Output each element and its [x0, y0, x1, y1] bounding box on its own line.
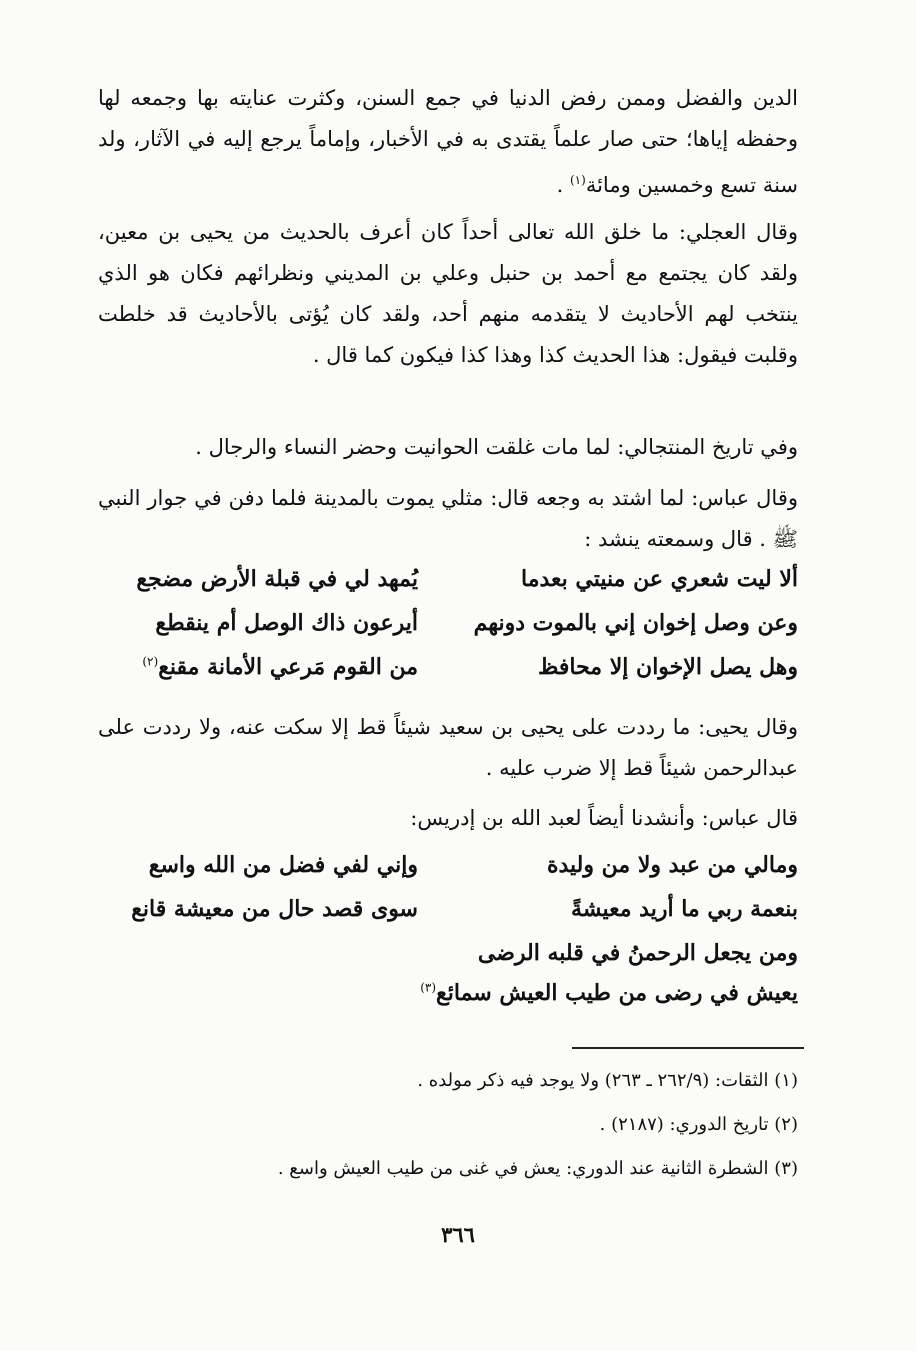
paragraph-2 [98, 212, 798, 376]
paragraph-1-end: . [556, 173, 570, 197]
footnote-ref-2: (٢) [142, 654, 159, 669]
paragraph-6 [98, 798, 798, 839]
paragraph-4-text: وقال عباس: لما اشتد به وجعه قال: مثلي يموت بالمدينة فلما دفن في جوار النبي ﷺ . قال وسمعته ينشد : [98, 486, 798, 551]
poem-2 [100, 843, 798, 975]
footnote-ref-3: (٣) [420, 980, 437, 995]
paragraph-5 [98, 707, 798, 789]
verse-line [100, 557, 798, 601]
paragraph-1 [98, 78, 798, 206]
footnote-1: (١) الثقات: (٢٦٢/٩ ـ ٢٦٣) ولا يوجد فيه ذكر مولده . [417, 1070, 798, 1091]
paragraph-3-text: وفي تاريخ المنتجالي: لما مات غلقت الحوانيت وحضر النساء والرجال . [195, 435, 798, 459]
verse-line [100, 645, 798, 689]
verse-line [100, 931, 798, 975]
page-number: ٣٦٦ [441, 1222, 475, 1247]
verse-second-hemistich: يُمهد لي في قبلة الأرض مضجع [136, 566, 418, 592]
poem-1 [100, 557, 798, 689]
footnote-ref-1: (١) [569, 173, 586, 187]
footnote-3: (٣) الشطرة الثانية عند الدوري: يعش في غنى من طيب العيش واسع . [277, 1158, 798, 1179]
verse-first-hemistich: وهل يصل الإخوان إلا محافظ [537, 654, 798, 680]
verse-line [100, 843, 798, 887]
verse-first-hemistich: وعن وصل إخوان إني بالموت دونهم [473, 610, 798, 636]
verse-second-hemistich: وإني لفي فضل من الله واسع [148, 852, 418, 878]
verse-first-hemistich: بنعمة ربي ما أريد معيشةً [571, 896, 798, 922]
verse-line [100, 601, 798, 645]
verse-second-hemistich: أيرعون ذاك الوصل أم ينقطع [155, 610, 418, 636]
footnotes [98, 1062, 798, 1194]
verse-line [100, 887, 798, 931]
verse-first-hemistich: ومالي من عبد ولا من وليدة [546, 852, 798, 878]
footnote-divider [572, 1047, 804, 1049]
verse-first-hemistich: ألا ليت شعري عن منيتي بعدما [521, 566, 798, 592]
verse-second-hemistich: سوى قصد حال من معيشة قانع [131, 896, 418, 922]
paragraph-2-text: وقال العجلي: ما خلق الله تعالى أحداً كان أعرف بالحديث من يحيى بن معين، ولقد كان يجتمع مع أحمد بن حنبل وعلي بن المديني ونظرائهم فكان هو الذي ينتخب لهم الأحاديث لا يتقدمه منهم أحد، ولقد كان يُؤتى بالأحاديث قد خلطت وقلبت فيقول: هذا الحديث كذا وهذا كذا فيكون كما قال . [98, 220, 798, 367]
paragraph-6-text: قال عباس: وأنشدنا أيضاً لعبد الله بن إدريس: [410, 806, 798, 830]
verse-second-hemistich-text: من القوم مَرعي الأمانة مقنع [158, 654, 418, 680]
final-hemistich-text: يعيش في رضى من طيب العيش سمائع [436, 980, 798, 1006]
paragraph-3 [98, 427, 798, 468]
verse-first-hemistich: ومن يجعل الرحمنُ في قلبه الرضى [477, 940, 798, 966]
paragraph-4 [98, 478, 798, 560]
paragraph-1-text: الدين والفضل وممن رفض الدنيا في جمع السنن، وكثرت عنايته بها وجمعه لها وحفظه إياها؛ حتى صار علماً يقتدى به في الأخبار، وإماماً يرجع إليه في الآثار، ولد سنة تسع وخمسين ومائة [98, 86, 798, 197]
paragraph-5-text: وقال يحيى: ما رددت على يحيى بن سعيد شيئاً قط إلا سكت عنه، ولا رددت على عبدالرحمن شيئاً قط إلا ضرب عليه . [98, 715, 798, 780]
final-hemistich [420, 980, 798, 1006]
verse-second-hemistich [100, 654, 458, 680]
footnote-2: (٢) تاريخ الدوري: (٢١٨٧) . [599, 1114, 798, 1135]
